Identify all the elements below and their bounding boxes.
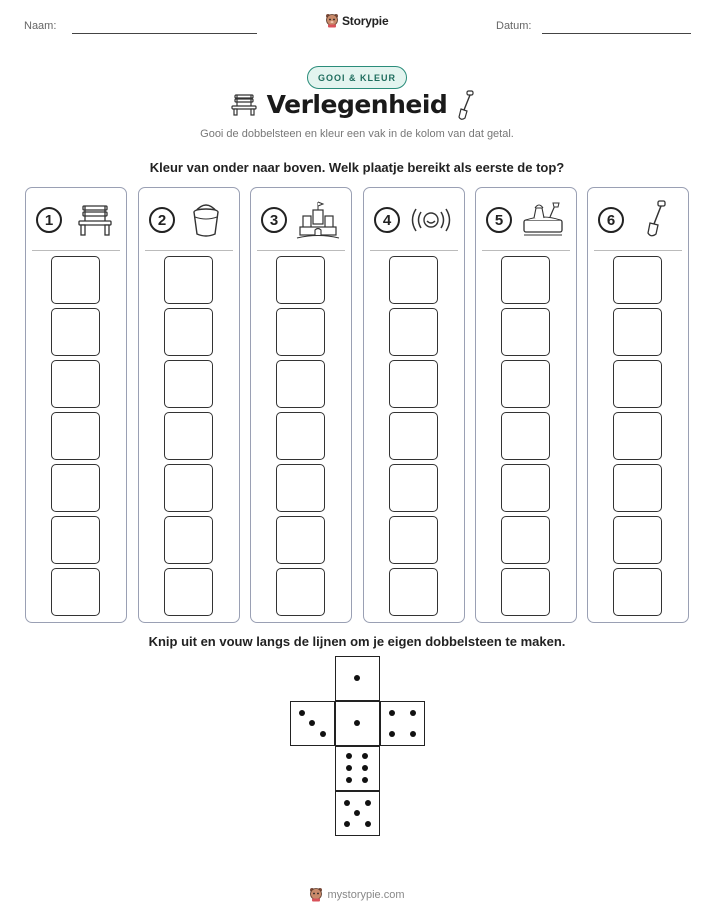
die-pip	[354, 675, 360, 681]
die-pip	[346, 753, 352, 759]
column-header	[139, 200, 239, 244]
color-cell[interactable]	[389, 516, 438, 564]
die-pip	[362, 753, 368, 759]
die-pip	[362, 777, 368, 783]
color-cell[interactable]	[389, 256, 438, 304]
color-cell[interactable]	[501, 360, 550, 408]
name-label: Naam:	[24, 20, 57, 32]
color-cell[interactable]	[276, 256, 325, 304]
column-divider	[482, 250, 570, 251]
color-cell[interactable]	[51, 360, 100, 408]
color-cell[interactable]	[389, 568, 438, 616]
color-cell[interactable]	[501, 412, 550, 460]
color-cell[interactable]	[613, 412, 662, 460]
shovel-icon	[456, 90, 476, 122]
dice-column-4	[363, 187, 465, 623]
column-header	[26, 200, 126, 244]
die-pip	[389, 731, 395, 737]
color-cell[interactable]	[276, 412, 325, 460]
footer	[0, 887, 714, 902]
logo-text: Storypie	[342, 13, 389, 28]
dice-column-2	[138, 187, 240, 623]
color-cell[interactable]	[613, 308, 662, 356]
die-face-4	[380, 701, 425, 746]
color-cell[interactable]	[613, 464, 662, 512]
die-face-5	[335, 791, 380, 836]
color-cell[interactable]	[164, 568, 213, 616]
color-cell[interactable]	[389, 464, 438, 512]
bench-icon	[230, 93, 258, 117]
subtitle: Gooi de dobbelsteen en kleur een vak in de kolom van dat getal.	[200, 128, 514, 140]
column-number: 3	[261, 207, 287, 233]
color-cell[interactable]	[276, 568, 325, 616]
color-cell[interactable]	[501, 464, 550, 512]
column-divider	[594, 250, 682, 251]
column-divider	[32, 250, 120, 251]
color-cell[interactable]	[51, 308, 100, 356]
color-cell[interactable]	[613, 360, 662, 408]
column-header	[588, 200, 688, 244]
bucket-icon	[183, 200, 229, 240]
dice-column-5	[475, 187, 577, 623]
column-header	[364, 200, 464, 244]
color-cell[interactable]	[276, 360, 325, 408]
storypie-logo	[325, 13, 388, 28]
column-number: 5	[486, 207, 512, 233]
color-cell[interactable]	[389, 360, 438, 408]
color-cell[interactable]	[501, 516, 550, 564]
color-cell[interactable]	[613, 516, 662, 564]
die-face-1	[335, 701, 380, 746]
mascot-icon	[309, 887, 323, 902]
column-header	[251, 200, 351, 244]
color-cell[interactable]	[51, 256, 100, 304]
column-header	[476, 200, 576, 244]
die-pip	[346, 765, 352, 771]
color-cell[interactable]	[389, 308, 438, 356]
color-cell[interactable]	[164, 516, 213, 564]
title-row	[0, 90, 714, 119]
die-pip	[299, 710, 305, 716]
column-number: 1	[36, 207, 62, 233]
die-pip	[344, 821, 350, 827]
die-pip	[344, 800, 350, 806]
die-pip	[354, 720, 360, 726]
die-pip	[365, 800, 371, 806]
die-pip	[362, 765, 368, 771]
page-title: Verlegenheid	[266, 90, 448, 119]
die-pip	[410, 710, 416, 716]
color-cell[interactable]	[164, 308, 213, 356]
color-cell[interactable]	[51, 568, 100, 616]
footer-url: mystorypie.com	[327, 888, 405, 901]
column-divider	[145, 250, 233, 251]
die-pip	[346, 777, 352, 783]
column-divider	[257, 250, 345, 251]
color-cell[interactable]	[276, 464, 325, 512]
dice-column-3	[250, 187, 352, 623]
dice-column-1	[25, 187, 127, 623]
column-number: 6	[598, 207, 624, 233]
die-pip	[410, 731, 416, 737]
color-cell[interactable]	[501, 256, 550, 304]
color-cell[interactable]	[389, 412, 438, 460]
color-cell[interactable]	[276, 308, 325, 356]
date-line	[542, 33, 691, 34]
color-cell[interactable]	[164, 360, 213, 408]
color-cell[interactable]	[164, 412, 213, 460]
die-face-1	[335, 656, 380, 701]
color-cell[interactable]	[164, 464, 213, 512]
shovel-icon	[632, 200, 678, 240]
color-cell[interactable]	[51, 464, 100, 512]
sandbox-icon	[520, 200, 566, 240]
sandcastle-icon	[295, 200, 341, 240]
die-pip	[320, 731, 326, 737]
die-pip	[309, 720, 315, 726]
color-cell[interactable]	[613, 256, 662, 304]
column-number: 2	[149, 207, 175, 233]
color-cell[interactable]	[501, 308, 550, 356]
color-cell[interactable]	[164, 256, 213, 304]
die-face-3	[290, 701, 335, 746]
column-number: 4	[374, 207, 400, 233]
cut-instruction: Knip uit en vouw langs de lijnen om je eigen dobbelsteen te maken.	[148, 634, 566, 649]
color-cell[interactable]	[51, 516, 100, 564]
name-line	[72, 33, 257, 34]
date-label: Datum:	[496, 20, 532, 32]
color-cell[interactable]	[613, 568, 662, 616]
instruction: Kleur van onder naar boven. Welk plaatje bereikt als eerste de top?	[149, 160, 565, 175]
dice-column-6	[587, 187, 689, 623]
bench-icon	[70, 200, 116, 240]
die-face-6	[335, 746, 380, 791]
mascot-icon	[325, 13, 339, 28]
column-divider	[370, 250, 458, 251]
color-cell[interactable]	[51, 412, 100, 460]
die-pip	[365, 821, 371, 827]
color-cell[interactable]	[276, 516, 325, 564]
die-pip	[389, 710, 395, 716]
color-cell[interactable]	[501, 568, 550, 616]
sound-waves-icon	[408, 200, 454, 240]
die-pip	[354, 810, 360, 816]
activity-badge: GOOI & KLEUR	[307, 66, 407, 89]
